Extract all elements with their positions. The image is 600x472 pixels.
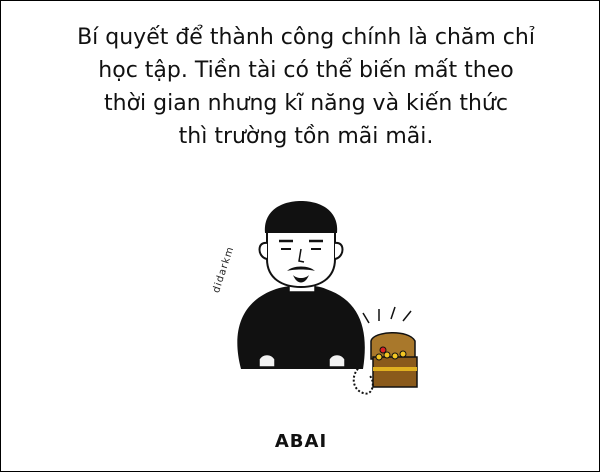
skullcap	[265, 201, 337, 233]
quote-line-4: thì trường tồn mãi mãi.	[178, 124, 434, 149]
quote-line-3: thời gian nhưng kĩ năng và kiến thức	[104, 91, 508, 116]
artist-signature: didarkm	[211, 245, 237, 295]
black-coat	[237, 285, 364, 369]
author-name: ABAI	[274, 431, 328, 452]
quote-line-1: Bí quyết để thành công chính là chăm chỉ	[77, 25, 535, 50]
quote-text	[41, 21, 571, 153]
man-illustration	[201, 191, 451, 421]
quote-line-2: học tập. Tiền tài có thể biến mất theo	[98, 58, 514, 83]
